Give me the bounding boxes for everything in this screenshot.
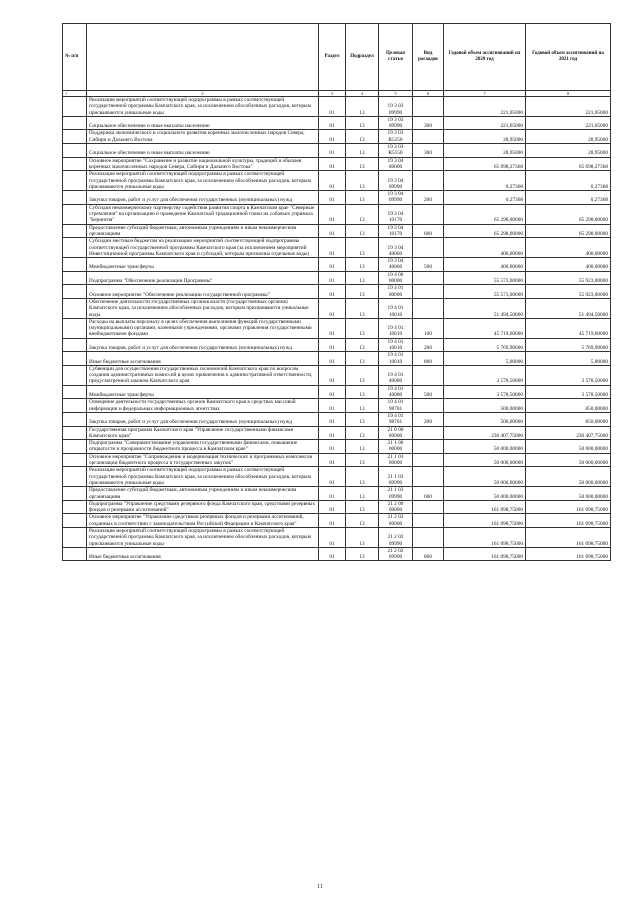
amount-2020: 3 578,50000 [444,365,526,385]
expense-type-code: 800 [413,547,444,561]
razdel-code: 01 [319,285,346,299]
amount-2020: 50 000,00000 [444,487,526,501]
podrazdel-code: 13 [346,365,379,385]
table-row [63,285,611,299]
podrazdel-code: 13 [346,453,379,467]
table-row [63,440,611,454]
razdel-code: 01 [319,224,346,238]
razdel-code: 01 [319,97,346,117]
item-name: Реализация мероприятий соответствующей подпрограммы в рамках соответствующей государственной программы Камчатского края, за исключением обособленных расходов, которым присваиваются уникальные коды [87,528,319,548]
amount-2020: 236 407,75000 [444,426,526,440]
expense-type-code: 200 [413,412,444,426]
header-target: Целевая статья [379,24,413,91]
amount-2021: 0,27368 [526,171,611,191]
podrazdel-code: 13 [346,514,379,528]
razdel-code: 01 [319,365,346,385]
item-name: Иные бюджетные ассигнования [87,352,319,366]
item-name: Иные бюджетные ассигнования [87,547,319,561]
row-number [63,271,87,285]
table-row [63,426,611,440]
amount-2020: 65 698,27368 [444,157,526,171]
expense-type-code [413,97,444,117]
podrazdel-code: 13 [346,385,379,399]
item-name: Государственная программа Камчатского края "Управление государственными финансами Камчатского края" [87,426,319,440]
row-number [63,191,87,205]
amount-2021: 55 923,00000 [526,271,611,285]
razdel-code: 01 [319,258,346,272]
amount-2021: 65 698,27368 [526,157,611,171]
amount-2020: 500,00000 [444,412,526,426]
header-2021: Годовой объем ассигнований на 2021 год [526,24,611,91]
column-number: 8 [526,91,611,97]
row-number [63,487,87,501]
expense-type-code [413,204,444,224]
item-name: Предоставление субсидий бюджетным, автономным учреждениям и иным некоммерческим организациям [87,224,319,238]
razdel-code: 01 [319,528,346,548]
table-row [63,318,611,338]
table-row [63,385,611,399]
table-row [63,514,611,528]
amount-2020: 5 769,90000 [444,338,526,352]
target-article-code: 21 1 03 00000 [379,453,413,467]
column-number: 6 [413,91,444,97]
target-article-code: 19 3 04 09990 [379,191,413,205]
item-name: Межбюджетные трансферты [87,258,319,272]
podrazdel-code: 13 [346,487,379,501]
expense-type-code: 500 [413,385,444,399]
podrazdel-code: 13 [346,467,379,487]
column-number: 7 [444,91,526,97]
podrazdel-code: 13 [346,130,379,144]
page-number: 11 [317,884,323,890]
razdel-code: 01 [319,171,346,191]
row-number [63,352,87,366]
expense-type-code: 500 [413,258,444,272]
row-number [63,318,87,338]
item-name: Закупка товаров, работ и услуг для обеспечения государственных (муниципальных) нужд [87,338,319,352]
target-article-code: 19 4 00 00000 [379,271,413,285]
target-article-code: 19 3 04 40060 [379,258,413,272]
target-article-code: 19 3 04 10170 [379,204,413,224]
razdel-code: 01 [319,238,346,258]
row-number [63,412,87,426]
amount-2021: 0,27368 [526,191,611,205]
podrazdel-code: 13 [346,440,379,454]
target-article-code: 19 4 01 10010 [379,298,413,318]
razdel-code: 01 [319,116,346,130]
amount-2021: 850,00000 [526,412,611,426]
item-name: Основное мероприятие "Сопровождение и модернизация технических и программных комплексов организации бюджетного процесса и государственных закупок" [87,453,319,467]
podrazdel-code: 13 [346,426,379,440]
item-name: Межбюджетные трансферты [87,385,319,399]
table-header-row [63,24,611,91]
table-row [63,116,611,130]
razdel-code: 01 [319,338,346,352]
podrazdel-code: 13 [346,338,379,352]
table-row [63,224,611,238]
item-name: Основное мероприятие "Сохранение и развитие национальной культуры, традиций и обычаев коренных малочисленных народов Севера, Сибири и Дальнего Востока" [87,157,319,171]
target-article-code: 19 4 01 10010 [379,338,413,352]
amount-2020: 5,00000 [444,352,526,366]
table-row [63,467,611,487]
header-razdel: Раздел [319,24,346,91]
amount-2020: 28,95000 [444,144,526,158]
item-name: Поддержка экономического и социального развития коренных малочисленных народов Севера, Сибири и Дальнего Востока [87,130,319,144]
expense-type-code [413,298,444,318]
amount-2020: 161 098,75000 [444,528,526,548]
table-row [63,528,611,548]
target-article-code: 19 4 01 98701 [379,412,413,426]
row-number [63,97,87,117]
row-number [63,144,87,158]
table-row [63,171,611,191]
table-row [63,453,611,467]
item-name: Подпрограмма "Управление средствами резервного фонда Камчатского края, средствами резервных фондов и резервами ассигнований" [87,500,319,514]
target-article-code: 21 1 03 09990 [379,487,413,501]
target-article-code: 19 4 01 40080 [379,385,413,399]
target-article-code: 19 3 03 09990 [379,116,413,130]
podrazdel-code: 13 [346,171,379,191]
amount-2021: 221,05000 [526,116,611,130]
amount-2020: 3 578,50000 [444,385,526,399]
target-article-code: 21 1 03 09990 [379,467,413,487]
row-number [63,547,87,561]
table-row [63,238,611,258]
amount-2020: 500,00000 [444,399,526,413]
row-number [63,238,87,258]
row-number [63,116,87,130]
razdel-code: 01 [319,144,346,158]
amount-2020: 65 298,00000 [444,224,526,238]
podrazdel-code: 13 [346,116,379,130]
amount-2021: 50 000,00000 [526,487,611,501]
amount-2020: 161 098,75000 [444,500,526,514]
podrazdel-code: 13 [346,412,379,426]
expense-type-code: 300 [413,144,444,158]
item-name: Подпрограмма "Совершенствование управления государственными финансами, повышение открытости и прозрачности бюджетного процесса в Камчатском крае" [87,440,319,454]
budget-table [62,23,611,561]
header-vid: Вид расходов [413,24,444,91]
expense-type-code [413,130,444,144]
expense-type-code: 200 [413,338,444,352]
column-number: 1 [63,91,87,97]
amount-2021: 65 298,00000 [526,204,611,224]
podrazdel-code: 13 [346,500,379,514]
expense-type-code [413,500,444,514]
row-number [63,467,87,487]
row-number [63,426,87,440]
expense-type-code [413,399,444,413]
row-number [63,365,87,385]
table-row [63,271,611,285]
podrazdel-code: 13 [346,144,379,158]
item-name: Закупка товаров, работ и услуг для обеспечения государственных (муниципальных) нужд [87,412,319,426]
target-article-code: 19 3 03 R5150 [379,144,413,158]
amount-2021: 5 769,90000 [526,338,611,352]
column-number: 2 [87,91,319,97]
amount-2021: 3 578,50000 [526,365,611,385]
table-row [63,191,611,205]
row-number [63,399,87,413]
razdel-code: 01 [319,271,346,285]
table-row [63,97,611,117]
table-row [63,258,611,272]
expense-type-code [413,426,444,440]
expense-type-code: 100 [413,318,444,338]
expense-type-code [413,467,444,487]
razdel-code: 01 [319,157,346,171]
podrazdel-code: 13 [346,157,379,171]
amount-2020: 221,05000 [444,116,526,130]
razdel-code: 01 [319,514,346,528]
target-article-code: 21 2 02 00000 [379,514,413,528]
table-row [63,338,611,352]
razdel-code: 01 [319,298,346,318]
razdel-code: 01 [319,547,346,561]
amount-2020: 55 573,00000 [444,271,526,285]
amount-2020: 45 719,60000 [444,318,526,338]
target-article-code: 19 4 01 00000 [379,285,413,299]
item-name: Субвенции для осуществления государственных полномочий Камчатского края по вопросам создания административных комиссий в целях привлечения к административной ответственности, предусмотренной законом Камчатского края [87,365,319,385]
podrazdel-code: 13 [346,547,379,561]
target-article-code: 19 4 01 10010 [379,318,413,338]
row-number [63,130,87,144]
razdel-code: 01 [319,352,346,366]
header-name [87,24,319,91]
expense-type-code [413,528,444,548]
razdel-code: 01 [319,487,346,501]
row-number [63,500,87,514]
amount-2020: 65 298,00000 [444,204,526,224]
amount-2020: 161 098,75000 [444,547,526,561]
amount-2020: 51 494,50000 [444,298,526,318]
item-name: Социальное обеспечение и иные выплаты населению [87,144,319,158]
amount-2020: 221,05000 [444,97,526,117]
amount-2021: 50 000,00000 [526,453,611,467]
expense-type-code [413,514,444,528]
amount-2021: 400,00000 [526,238,611,258]
amount-2021: 850,00000 [526,399,611,413]
target-article-code: 19 3 04 09990 [379,171,413,191]
expense-type-code: 300 [413,116,444,130]
row-number [63,157,87,171]
amount-2021: 236 407,75000 [526,426,611,440]
expense-type-code [413,271,444,285]
amount-2021: 400,00000 [526,258,611,272]
row-number [63,224,87,238]
podrazdel-code: 13 [346,271,379,285]
table-row [63,547,611,561]
razdel-code: 01 [319,399,346,413]
amount-2020: 400,00000 [444,258,526,272]
table-row [63,144,611,158]
target-article-code: 19 4 01 40080 [379,365,413,385]
row-number [63,171,87,191]
expense-type-code: 200 [413,191,444,205]
razdel-code: 01 [319,204,346,224]
header-no: № п/п [63,24,87,91]
amount-2020: 28,95000 [444,130,526,144]
amount-2020: 161 098,75000 [444,514,526,528]
row-number [63,338,87,352]
column-number: 5 [379,91,413,97]
row-number [63,258,87,272]
item-name: Подпрограмма "Обеспечение реализации Программы" [87,271,319,285]
amount-2021: 50 000,00000 [526,440,611,454]
podrazdel-code: 13 [346,298,379,318]
item-name: Реализация мероприятий соответствующей подпрограммы в рамках соответствующей государственной программы Камчатского края, за исключением обособленных расходов, которым присваиваются уникальные коды [87,97,319,117]
razdel-code: 01 [319,426,346,440]
amount-2020: 50 000,00000 [444,440,526,454]
target-article-code: 21 0 00 00000 [379,426,413,440]
amount-2021: 28,95000 [526,130,611,144]
amount-2021: 45 719,60000 [526,318,611,338]
target-article-code: 19 3 04 00000 [379,157,413,171]
razdel-code: 01 [319,412,346,426]
item-name: Основное мероприятие "Обеспечение реализации государственной программы" [87,285,319,299]
table-row [63,298,611,318]
target-article-code: 21 2 02 09990 [379,547,413,561]
target-article-code: 21 1 00 00000 [379,440,413,454]
expense-type-code [413,157,444,171]
razdel-code: 01 [319,467,346,487]
target-article-code: 21 2 00 00000 [379,500,413,514]
target-article-code: 19 4 01 98701 [379,399,413,413]
row-number [63,285,87,299]
amount-2021: 65 298,00000 [526,224,611,238]
item-name: Освещение деятельности государственных органов Камчатского края в средствах массовой информации и федеральных информационных агентствах [87,399,319,413]
podrazdel-code: 13 [346,318,379,338]
amount-2021: 161 098,75000 [526,500,611,514]
item-name: Реализация мероприятий соответствующей подпрограммы в рамках соответствующей государственной программы Камчатского края, за исключением обособленных расходов, которым присваиваются уникальные коды [87,467,319,487]
expense-type-code: 800 [413,352,444,366]
target-article-code: 21 2 02 09990 [379,528,413,548]
podrazdel-code: 13 [346,97,379,117]
podrazdel-code: 13 [346,528,379,548]
table-body [63,97,611,561]
item-name: Реализация мероприятий соответствующей подпрограммы в рамках соответствующей государственной программы Камчатского края, за исключением обособленных расходов, которым присваиваются уникальные коды [87,171,319,191]
target-article-code: 19 4 01 10010 [379,352,413,366]
table-row [63,399,611,413]
podrazdel-code: 13 [346,399,379,413]
column-number: 3 [319,91,346,97]
podrazdel-code: 13 [346,204,379,224]
item-name: Субсидия некоммерческому партнерству содействия развития спорта в Камчатском крае "Северные стремления" на организацию и проведение Камчатской традиционной гонки на собачьих упряжках "Берингия" [87,204,319,224]
razdel-code: 01 [319,130,346,144]
razdel-code: 01 [319,440,346,454]
table-row [63,157,611,171]
amount-2021: 221,05000 [526,97,611,117]
row-number [63,204,87,224]
amount-2020: 0,27368 [444,191,526,205]
amount-2021: 161 098,75000 [526,514,611,528]
expense-type-code [413,171,444,191]
amount-2020: 55 573,00000 [444,285,526,299]
table-row [63,487,611,501]
podrazdel-code: 13 [346,352,379,366]
item-name: Обеспечение деятельности государственных органов власти (государственных органов) Камчатского края, за исключением обособленных расходов, которым присваиваются уникальные коды. [87,298,319,318]
target-article-code: 19 3 04 40060 [379,238,413,258]
podrazdel-code: 13 [346,285,379,299]
amount-2021: 50 000,00000 [526,467,611,487]
item-name: Закупка товаров, работ и услуг для обеспечения государственных (муниципальных) нужд [87,191,319,205]
podrazdel-code: 13 [346,191,379,205]
expense-type-code [413,453,444,467]
amount-2021: 161 098,75000 [526,528,611,548]
row-number [63,514,87,528]
table-row [63,500,611,514]
table-row [63,412,611,426]
target-article-code: 19 3 04 10170 [379,224,413,238]
amount-2020: 0,27368 [444,171,526,191]
razdel-code: 01 [319,453,346,467]
podrazdel-code: 13 [346,258,379,272]
amount-2020: 50 000,00000 [444,467,526,487]
item-name: Предоставление субсидий бюджетным, автономным учреждениям и иным некоммерческим организациям [87,487,319,501]
row-number [63,453,87,467]
row-number [63,440,87,454]
item-name: Основное мероприятие "Управление средствами резервных фондов и резервами ассигнований, созданных в соответствии с законодательством Российской Федерации и Камчатского края" [87,514,319,528]
item-name: Социальное обеспечение и иные выплаты населению [87,116,319,130]
expense-type-code: 600 [413,224,444,238]
expense-type-code [413,365,444,385]
amount-2020: 400,00000 [444,238,526,258]
razdel-code: 01 [319,191,346,205]
row-number [63,298,87,318]
razdel-code: 01 [319,500,346,514]
row-number [63,385,87,399]
table-row [63,365,611,385]
amount-2021: 161 098,75000 [526,547,611,561]
header-podrazdel: Подраздел [346,24,379,91]
row-number [63,528,87,548]
expense-type-code [413,440,444,454]
amount-2021: 3 578,50000 [526,385,611,399]
razdel-code: 01 [319,385,346,399]
header-2020: Годовой объем ассигнований на 2020 год [444,24,526,91]
podrazdel-code: 13 [346,224,379,238]
table-row [63,352,611,366]
amount-2021: 28,95000 [526,144,611,158]
expense-type-code: 600 [413,487,444,501]
expense-type-code [413,238,444,258]
item-name: Расходы на выплаты персоналу в целях обеспечения выполнения функций государственными (муниципальными) органами, казенными учреждениями, органами управления государственными внебюджетными фондами [87,318,319,338]
item-name: Субсидии местным бюджетам на реализацию мероприятий соответствующей подпрограммы соответствующей государственной программы Камчатского края (за исключением мероприятий Инвестиционной программы Камчатского края и субсидий, которым присвоены отдельные коды) [87,238,319,258]
target-article-code: 19 3 03 09990 [379,97,413,117]
expense-type-code [413,285,444,299]
amount-2021: 51 494,50000 [526,298,611,318]
column-number: 4 [346,91,379,97]
amount-2021: 55 923,00000 [526,285,611,299]
amount-2020: 50 000,00000 [444,453,526,467]
target-article-code: 19 3 03 R5150 [379,130,413,144]
table-row [63,204,611,224]
razdel-code: 01 [319,318,346,338]
amount-2021: 5,00000 [526,352,611,366]
table-row [63,130,611,144]
podrazdel-code: 13 [346,238,379,258]
